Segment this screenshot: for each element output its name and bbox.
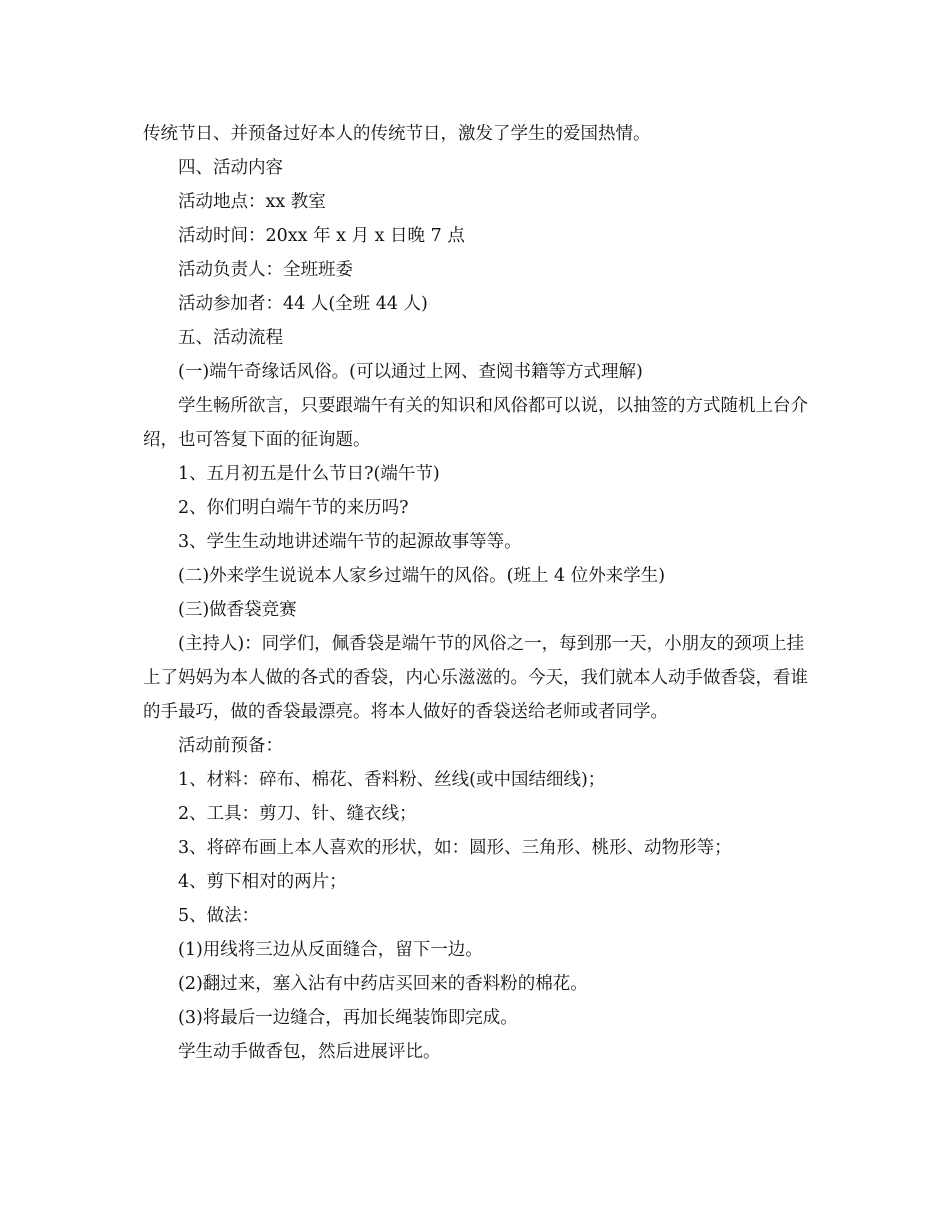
subsection-heading-customs: (一)端午奇缘话风俗。(可以通过上网、查阅书籍等方式理解) (178, 362, 643, 382)
list-item: 2、你们明白端午节的来历吗? (178, 498, 409, 518)
list-item: 3、学生生动地讲述端午节的起源故事等等。 (178, 532, 522, 552)
paragraph: 学生动手做香包，然后进展评比。 (178, 1042, 441, 1062)
activity-time: 活动时间：20xx 年 x 月 x 日晚 7 点 (178, 226, 465, 246)
document-body (143, 117, 813, 1069)
list-item: 1、五月初五是什么节日?(端午节) (178, 464, 440, 484)
activity-leader: 活动负责人：全班班委 (178, 260, 353, 280)
list-item: (1)用线将三边从反面缝合，留下一边。 (178, 940, 483, 960)
subsection-heading-sachet-contest: (三)做香袋竞赛 (178, 600, 297, 620)
paragraph: 传统节日、并预备过好本人的传统节日，激发了学生的爱国热情。 (143, 124, 651, 144)
section-heading-activity-process: 五、活动流程 (178, 328, 283, 348)
activity-participants: 活动参加者：44 人(全班 44 人) (178, 294, 428, 314)
list-item: (3)将最后一边缝合，再加长绳装饰即完成。 (178, 1008, 518, 1028)
subsection-heading-hometown: (二)外来学生说说本人家乡过端午的风俗。(班上 4 位外来学生) (178, 566, 666, 586)
paragraph: (主持人)：同学们，佩香袋是端午节的风俗之一，每到那一天，小朋友的颈项上挂上了妈妈为本人做的各式的香袋，内心乐滋滋的。今天，我们就本人动手做香袋，看谁的手最巧，做的香袋最漂亮。将本人做好的香袋送给老师或者同学。 (143, 634, 808, 722)
list-item: 5、做法： (178, 906, 260, 926)
paragraph: 学生畅所欲言，只要跟端午有关的知识和风俗都可以说，以抽签的方式随机上台介绍，也可答复下面的征询题。 (143, 396, 808, 450)
list-item: 2、工具：剪刀、针、缝衣线； (178, 804, 417, 824)
list-item: (2)翻过来，塞入沾有中药店买回来的香料粉的棉花。 (178, 974, 588, 994)
list-item: 1、材料：碎布、棉花、香料粉、丝线(或中国结细线)； (178, 770, 606, 790)
preparation-heading: 活动前预备： (178, 736, 283, 756)
list-item: 4、剪下相对的两片； (178, 872, 347, 892)
list-item: 3、将碎布画上本人喜欢的形状，如：圆形、三角形、桃形、动物形等； (178, 838, 732, 858)
activity-location: 活动地点：xx 教室 (178, 192, 326, 212)
section-heading-activity-content: 四、活动内容 (178, 158, 283, 178)
